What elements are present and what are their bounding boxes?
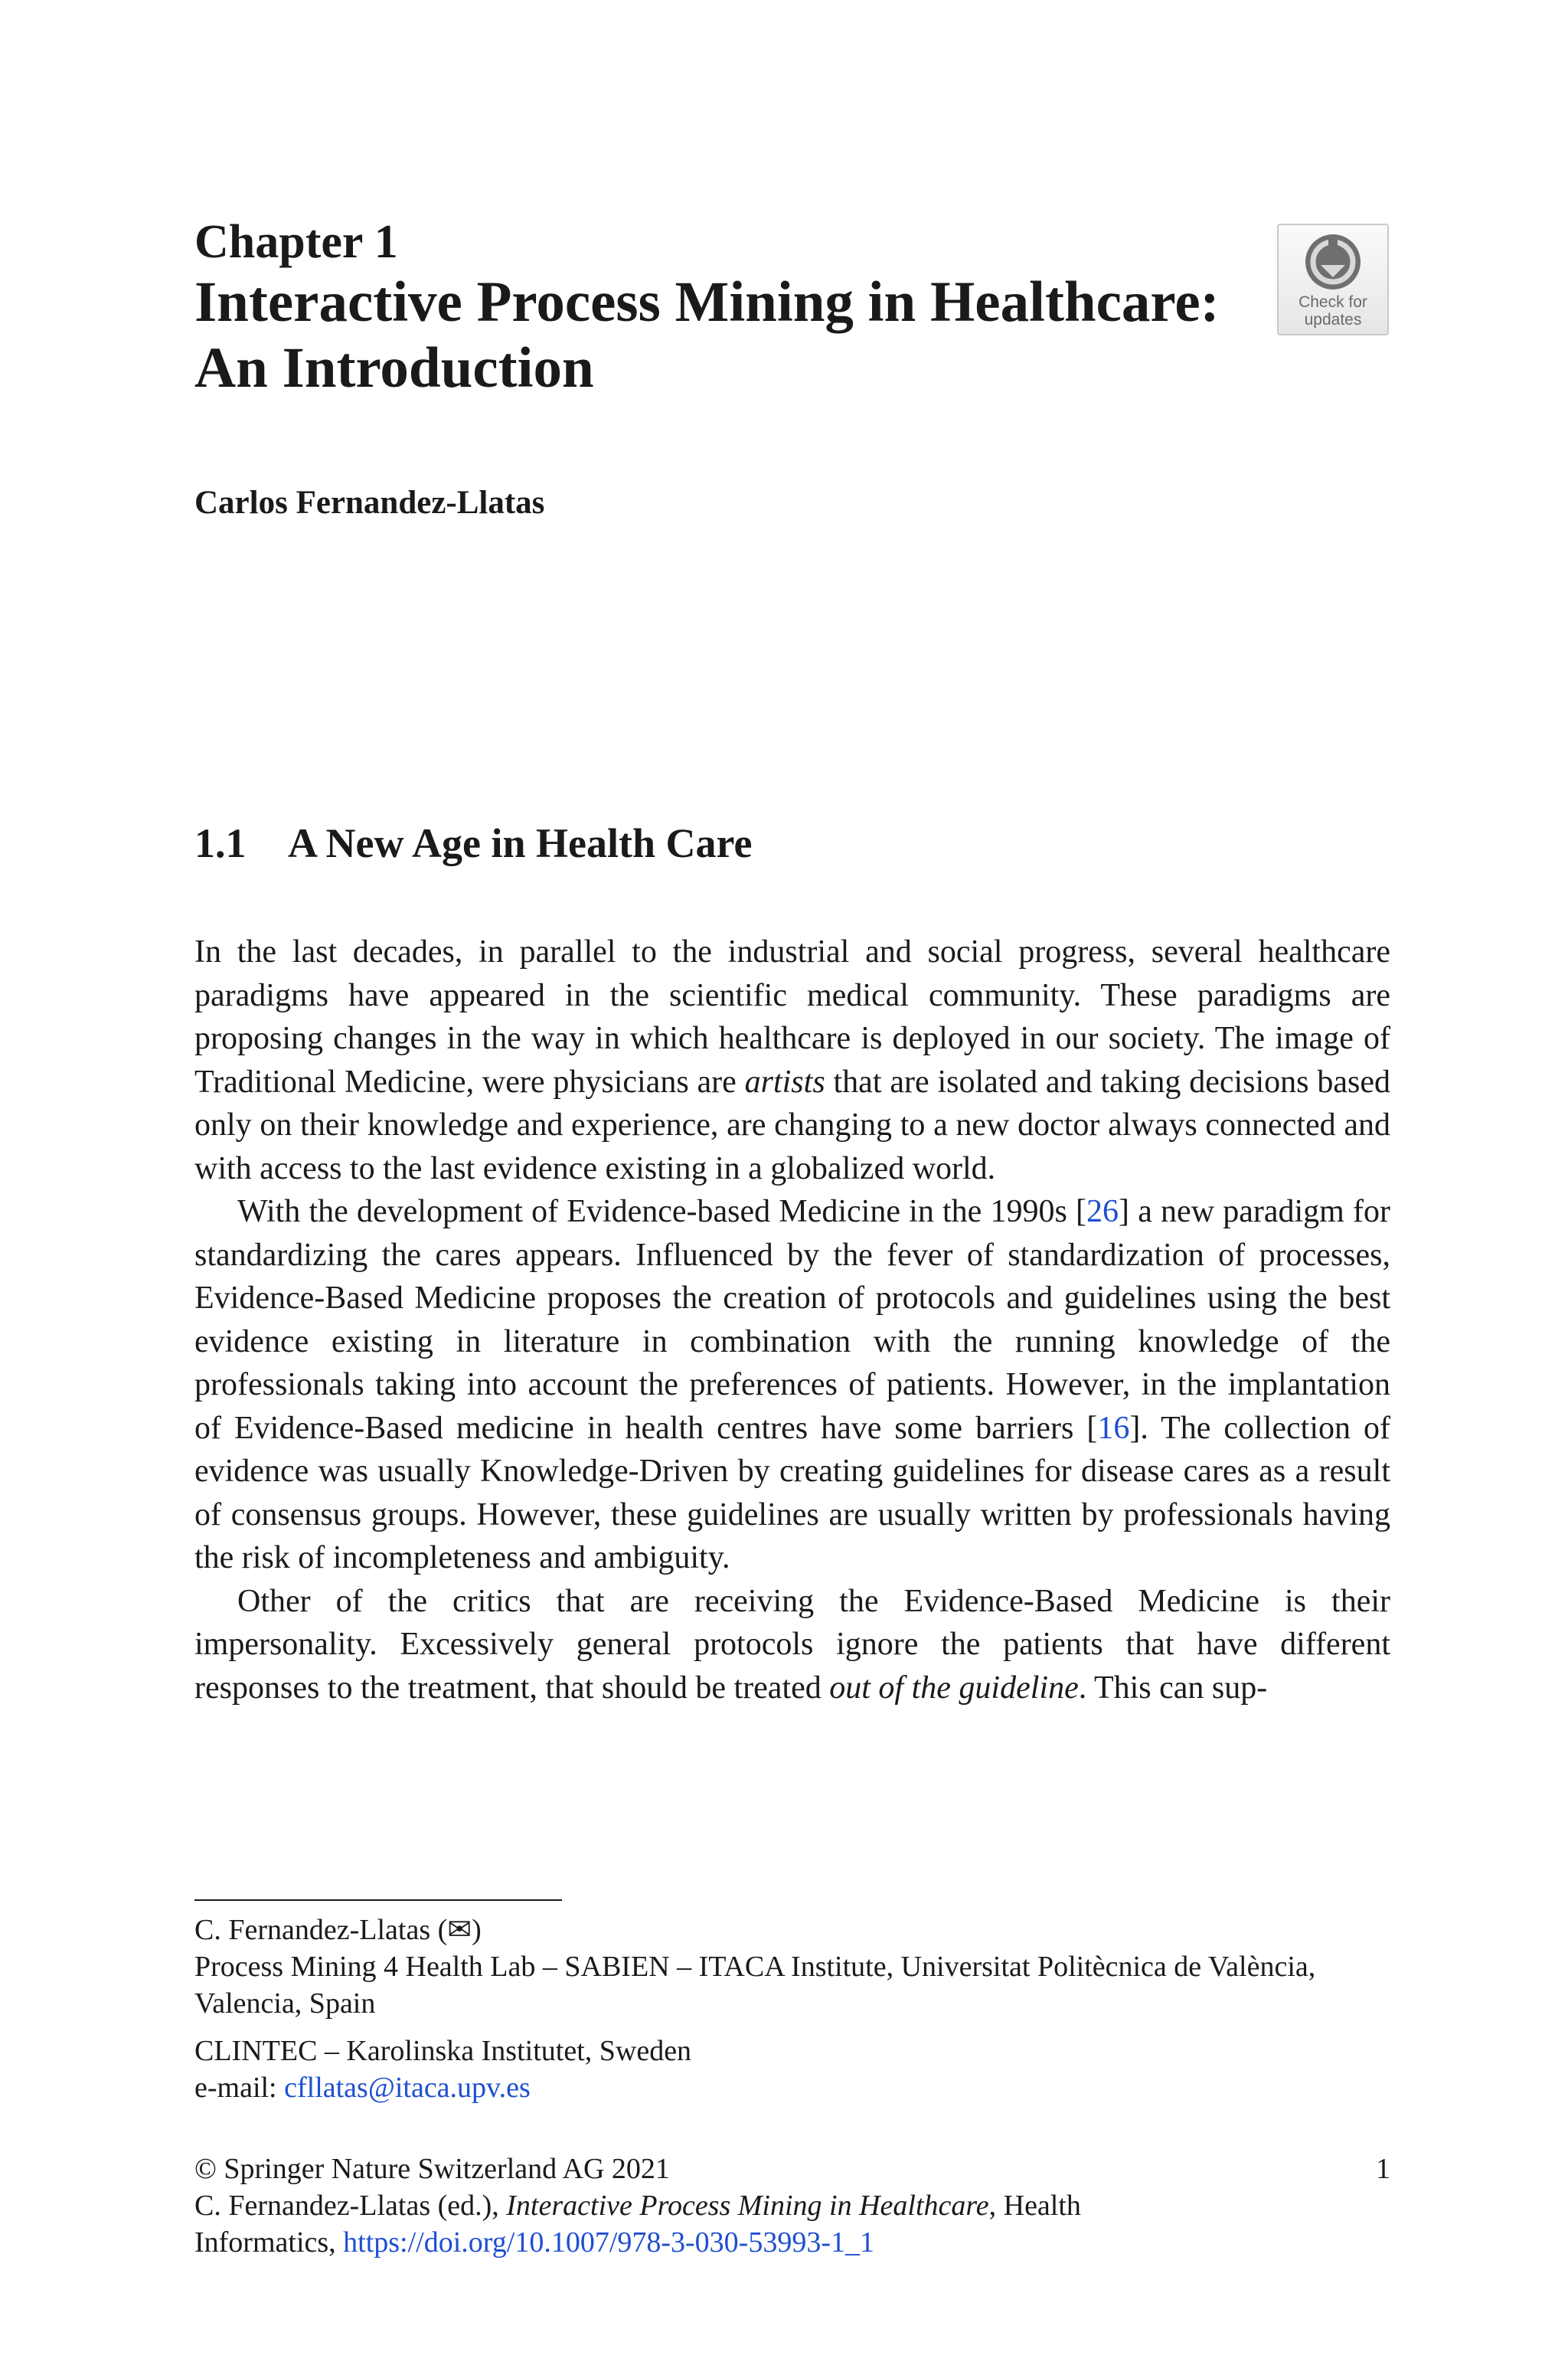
citation-editor: C. Fernandez-Llatas (ed.), [194, 2190, 507, 2222]
envelope-icon: ✉ [447, 1914, 472, 1946]
footnote-divider [194, 1899, 562, 1901]
citation-book-title: Interactive Process Mining in Healthcare [506, 2190, 989, 2222]
citation-series: , Health [988, 2190, 1081, 2222]
affiliation-name-close: ) [472, 1914, 482, 1946]
check-for-updates-badge[interactable] [1277, 224, 1389, 335]
affiliation-name-line [194, 1912, 1390, 1948]
paragraph-1-emphasis: artists [744, 1064, 825, 1100]
doi-line [194, 2224, 1390, 2261]
author-name: Carlos Fernandez-Llatas [194, 485, 545, 521]
citation-line [194, 2187, 1390, 2224]
affiliation-second-institute: CLINTEC – Karolinska Institutet, Sweden [194, 2035, 692, 2067]
doi-link[interactable]: https://doi.org/10.1007/978-3-030-53993-1_1 [343, 2226, 874, 2259]
paragraph-1 [194, 931, 1390, 1190]
page-number: 1 [1376, 2153, 1390, 2185]
author-affiliation [194, 1912, 1390, 2106]
badge-text-line-2: updates [1304, 311, 1362, 329]
section-title: A New Age in Health Care [288, 820, 753, 866]
citation-link-16[interactable]: 16 [1097, 1410, 1130, 1446]
badge-text-line-1: Check for [1298, 293, 1367, 311]
citation-series-end: Informatics, [194, 2226, 344, 2259]
paragraph-3-text-b: . This can sup- [1078, 1670, 1268, 1706]
paragraph-3 [194, 1580, 1390, 1710]
citation-link-26[interactable]: 26 [1086, 1194, 1119, 1229]
paragraph-1-text-b: that are isolated and taking decisions based only on their knowledge and experience, are changing to a new doctor always connected and with access to the last evidence existing in a globalized world. [194, 1064, 1390, 1186]
chapter-label: Chapter 1 [194, 216, 398, 268]
paragraph-3-emphasis: out of the guideline [829, 1670, 1079, 1706]
section-heading [194, 819, 752, 867]
affiliation-email-line [194, 2069, 1390, 2106]
affiliation-institute: Process Mining 4 Health Lab – SABIEN – ITACA Institute, Universitat Politècnica de València, Valencia, Spain [194, 1951, 1316, 2020]
paragraph-2 [194, 1190, 1390, 1580]
paragraph-1-text-a: In the last decades, in parallel to the industrial and social progress, several healthcare paradigms have appeared in the scientific medical community. These paradigms are proposing changes in the way in which healthcare is deployed in our society. The image of Traditional Medicine, were physicians are [194, 934, 1390, 1100]
paragraph-3-text-a: Other of the critics that are receiving the Evidence-Based Medicine is their impersonality. Excessively general protocols ignore the patients that have different responses to the treatment, that should be treated [194, 1583, 1390, 1706]
email-link[interactable]: cfllatas@itaca.upv.es [284, 2072, 531, 2104]
paragraph-2-text-a: With the development of Evidence-based Medicine in the 1990s [ [237, 1194, 1087, 1229]
affiliation-name: C. Fernandez-Llatas ( [194, 1914, 448, 1946]
chapter-heading [194, 214, 1282, 401]
paragraph-2-text-b: ] a new paradigm for standardizing the cares appears. Influenced by the fever of standardization of processes, Evidence-Based Medicine proposes the creation of protocols and guidelines using the best evidence existing in literature in combination with the running knowledge of the professionals taking into account the preferences of patients. However, in the implantation of Evidence-Based medicine in health centres have some barriers [ [194, 1194, 1390, 1446]
copyright-block [194, 2151, 1390, 2261]
chapter-title-line-1: Interactive Process Mining in Healthcare: [194, 270, 1220, 334]
copyright-line: © Springer Nature Switzerland AG 2021 [194, 2153, 670, 2185]
chapter-title-line-2: An Introduction [194, 336, 594, 400]
body-text [194, 931, 1390, 1709]
section-number: 1.1 [194, 820, 247, 866]
check-for-updates-icon [1302, 231, 1364, 293]
paragraph-2-text-c: ]. The collection of evidence was usually Knowledge-Driven by creating guidelines for disease cares as a result of consensus groups. However, these guidelines are usually written by professionals having the risk of incompleteness and ambiguity. [194, 1410, 1390, 1575]
email-label: e-mail: [194, 2072, 285, 2104]
